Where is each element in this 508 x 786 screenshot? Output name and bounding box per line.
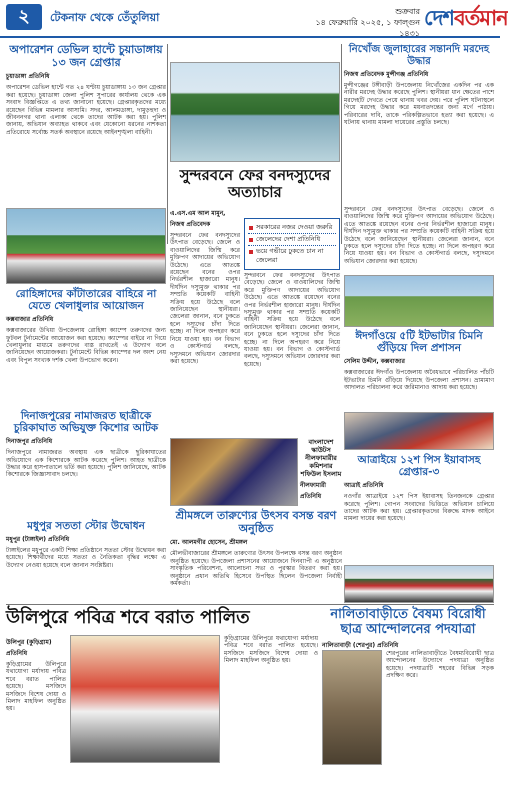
article-byline: উলিপুর (কুড়িগ্রাম) প্রতিনিধি [6,639,52,657]
article-headline: সুন্দরবনে ফের বনদস্যুদের অত্যাচার [179,166,331,202]
article-body: সুন্দরবনে ফের বনদস্যুদের উৎপাত বেড়েছে। জেলে ও বাওয়ালিদের জিম্মি করে মুক্তিপণ আদায়ের অভিযোগ উঠেছে। এতে আতঙ্কে রয়েছেন বনের ওপর নির্ভরশীল হাজারো মানুষ। দীর্ঘদিন দস্যুমুক্ত থাকার পর সম্প্রতি কয়েকটি বাহিনী সক্রিয় হয়ে উঠেছে বলে জানিয়েছেন স্থানীয়রা। জেলেরা জানান, বনে ঢুকতে হলে দস্যুদের চাঁদা দিতে হচ্ছে। না দিলে অপহরণ করে নিয়ে যাওয়া হয়। বন বিভাগ ও কোস্টগার্ড বলছে, দস্যুদমনে অভিযান জোরদার করা হয়েছে। [244,272,340,368]
article-byline: আত্রাই প্রতিনিধি [344,482,384,490]
article-body: দিনাজপুরে নামাজরত অবস্থায় এক ছাত্রীকে ছুরিকাঘাতের অভিযোগে এক কিশোরকে আটক করেছে পুলিশ। আহত ছাত্রীকে উদ্ধার করে হাসপাতালে ভর্তি করা হয়েছে। পুলিশ জানিয়েছে, আটক কিশোরকে জিজ্ঞাসাবাদ চলছে। [6,449,166,479]
section-rule [6,604,494,605]
rohingya-football-photo [6,208,166,284]
article-byline: এ.এস.এম আল মামুন, নিজস্ব প্রতিবেদক [170,210,226,228]
article-byline: মো. আলমগীর হোসেন, শ্রীমঙ্গল [170,539,248,547]
article-body: কক্সবাজারের ঈদগাঁও উপজেলায় অবৈধভাবে পরিচালিত পাঁচটি ইটভাটার চিমনি গুঁড়িয়ে দিয়েছে উপজেলা প্রশাসন। ভ্রাম্যমাণ আদালত পরিচালনা করে জরিমানাও আদায় করা হয়েছে। [344,369,494,391]
dateline [300,6,420,39]
march-photo [322,650,382,765]
article-byline: সেলিম উদ্দীন, কক্সবাজার [344,358,405,366]
article-body: কুড়িগ্রামের উলিপুরে যথাযোগ্য মর্যাদায় পবিত্র শবে বরাত পালিত হয়েছে। মসজিদে মসজিদে বিশেষ দোয়া ও মিলাদ মাহফিল অনুষ্ঠিত হয়। [6,661,66,713]
highlight-item: ভয়ে গভীরে ঢুকতে চান না জেলেরা [248,246,336,266]
weekday: শুক্রবার [395,7,420,16]
article-ulipur [6,608,318,629]
article-headline: বাংলাদেশ স্কাউটস নীলফামারীর কমিশনার শফিউল ইসলাম [300,438,342,478]
brand-first: দেশ [424,6,454,30]
article-madhupur [6,520,166,607]
article-body: নওগাঁর আত্রাইয়ে ১২শ পিস ইয়াবাসহ তিনজনকে গ্রেপ্তার করেছে পুলিশ। গোপন সংবাদের ভিত্তিতে অভিযান চালিয়ে তাদের আটক করা হয়। গ্রেপ্তারকৃতদের বিরুদ্ধে মাদক আইনে মামলা দায়ের করা হয়েছে। [344,493,494,523]
article-body: কুড়িগ্রামের উলিপুরে যথাযোগ্য মর্যাদায় পবিত্র শবে বরাত পালিত হয়েছে। মসজিদে মসজিদে বিশেষ দোয়া ও মিলাদ মাহফিল অনুষ্ঠিত হয়। [224,635,318,665]
article-eidgaon [344,330,494,417]
article-headline: রোহিঙ্গাদের কাঁটাতারের বাহিরে না যেতে খেলাধুলার আয়োজন [15,288,157,313]
article-sundarbans [170,167,340,202]
newspaper-logo [424,2,508,37]
article-headline: আত্রাইয়ে ১২শ পিস ইয়াবাসহ গ্রেপ্তার-৩ [357,454,481,479]
article-nalitabari [322,608,494,653]
article-headline: নিখোঁজ জুলাহারের সন্তানদি মরদেহ উদ্ধার [348,44,490,67]
brand-second: বর্তমান [453,6,508,30]
section-name: টেকনাফ থেকে তেঁতুলিয়া [50,11,160,24]
article-scouts [300,438,342,504]
article-headline: মধুপুর সততা স্টোর উদ্বোধন [27,520,145,532]
article-headline: ঈদগাঁওয়ে ৫টি ইটভাটার চিমনি গুঁড়িয়ে দিল প্রশাসন [355,330,483,355]
column-rule [341,44,342,244]
article-headline: দিনাজপুরের নামাজরত ছাত্রীকে চুরিকাঘাত অভিযুক্ত কিশোর আটক [13,410,159,435]
article-headline: নালিতাবাড়ীতে বৈষম্য বিরোধী ছাত্র আন্দোলনের পদযাত্রা [330,607,486,637]
festival-stage-photo [170,438,298,506]
sundarbans-photo [170,62,340,162]
highlight-item: সরকারের নজর দেওয়া জরুরি [248,222,336,234]
masthead [0,0,508,38]
rally-photo [344,565,494,603]
article-body: সুন্দরবনে ফের বনদস্যুদের উৎপাত বেড়েছে। জেলে ও বাওয়ালিদের জিম্মি করে মুক্তিপণ আদায়ের অভিযোগ উঠেছে। এতে আতঙ্কে রয়েছেন বনের ওপর নির্ভরশীল হাজারো মানুষ। দীর্ঘদিন দস্যুমুক্ত থাকার পর সম্প্রতি কয়েকটি বাহিনী সক্রিয় হয়ে উঠেছে বলে জানিয়েছেন স্থানীয়রা। জেলেরা জানান, বনে ঢুকতে হলে দস্যুদের চাঁদা দিতে হচ্ছে। না দিলে অপহরণ করে নিয়ে যাওয়া হয়। বন বিভাগ ও কোস্টগার্ড বলছে, দস্যুদমনে অভিযান জোরদার করা হয়েছে। [170,232,240,365]
highlight-item: জেলেদের দেশা প্রতিনিধি [248,234,336,246]
shab-e-barat-photo [70,635,220,763]
article-headline: অপারেশন ডেভিল হান্টে চুয়াডাঙ্গায় ১৩ জন গ্রেপ্তার [9,43,163,69]
article-body: মৌলভীবাজারের শ্রীমঙ্গলে তারুণ্যের উৎসব উপলক্ষে বসন্ত বরণ অনুষ্ঠান অনুষ্ঠিত হয়েছে। উপজেলা প্রশাসনের আয়োজনে দিনব্যাপী এ অনুষ্ঠানে সাংস্কৃতিক পরিবেশনা, আলোচনা সভা ও পুরস্কার বিতরণ করা হয়। অনুষ্ঠানে প্রধান অতিথি হিসেবে উপস্থিত ছিলেন উপজেলা নির্বাহী কর্মকর্তা। [170,550,342,587]
article-byline: নীলফামারী প্রতিনিধি [300,482,326,500]
article-byline: নালিতাবাড়ী (শেরপুর) প্রতিনিধি [322,641,399,649]
article-byline: দিনাজপুর প্রতিনিধি [6,438,53,446]
issue-date: ১৪ ফেব্রুয়ারি ২০২৫, ১ ফাল্গুন ১৪৩১ [315,18,420,38]
article-body: সুন্দরবনে ফের বনদস্যুদের উৎপাত বেড়েছে। জেলে ও বাওয়ালিদের জিম্মি করে মুক্তিপণ আদায়ের অভিযোগ উঠেছে। এতে আতঙ্কে রয়েছেন বনের ওপর নির্ভরশীল হাজারো মানুষ। দীর্ঘদিন দস্যুমুক্ত থাকার পর সম্প্রতি কয়েকটি বাহিনী সক্রিয় হয়ে উঠেছে বলে জানিয়েছেন স্থানীয়রা। জেলেরা জানান, বনে ঢুকতে হলে দস্যুদের চাঁদা দিতে হচ্ছে। না দিলে অপহরণ করে নিয়ে যাওয়া হয়। বন বিভাগ ও কোস্টগার্ড বলছে, দস্যুদমনে অভিযান জোরদার করা হয়েছে। [344,206,494,265]
article-body: কক্সবাজারের উখিয়া উপজেলায় রোহিঙ্গা ক্যাম্পে তরুণদের জন্য ফুটবল টুর্নামেন্টের আয়োজন করা হয়েছে। ক্যাম্পের বাইরে না গিয়ে খেলাধুলার মাধ্যমে তরুণদের ব্যস্ত রাখতেই এ উদ্যোগ বলে জানিয়েছেন আয়োজকরা। টুর্নামেন্টে বিভিন্ন ক্যাম্পের দল অংশ নেয় এবং বিপুল সংখ্যক দর্শক খেলা উপভোগ করেন। [6,327,166,364]
ice-seizure-photo [344,412,494,450]
article-byline: চুয়াডাঙ্গা প্রতিনিধি [6,73,50,81]
article-dinajpur [6,410,166,519]
column-rule [167,44,168,244]
article-byline: মধুপুর (টাঙ্গাইল) প্রতিনিধি [6,536,70,544]
article-byline: নিজস্ব প্রতিবেদক মুন্সীগঞ্জ প্রতিনিধি [344,71,429,78]
article-headline: উলিপুরে পবিত্র শবে বরাত পালিত [6,607,250,628]
article-body: অপারেশন ডেভিল হান্টে গত ২৪ ঘণ্টায় চুয়াডাঙ্গায় ১৩ জন গ্রেপ্তার করা হয়েছে। চুয়াডাঙ্গা জেলা পুলিশ সুপারের কার্যালয় থেকে এক সংবাদ বিজ্ঞপ্তিতে এ তথ্য জানানো হয়েছে। গ্রেপ্তারকৃতদের মধ্যে রয়েছেন বিভিন্ন মামলার আসামি। সদর, আলমডাঙ্গা, দামুড়হুদা ও জীবননগর থানা এলাকা থেকে তাদের আটক করা হয়। পুলিশ জানায়, অভিযান অব্যাহত থাকবে এবং যেকোনো ধরনের নাশকতা প্রতিরোধে সর্বোচ্চ সতর্ক অবস্থানে রয়েছে আইনশৃঙ্খলা বাহিনী। [6,84,166,136]
article-byline: কক্সবাজার প্রতিনিধি [6,316,54,324]
ulipur-col [6,635,66,786]
article-headline: শ্রীমঙ্গলে তারুণ্যের উৎসব বসন্ত বরণ অনুষ্ঠিত [175,509,337,535]
article-body: মুন্সীগঞ্জের টঙ্গীবাড়ী উপজেলায় নিখোঁজের একদিন পর এক নারীর মরদেহ উদ্ধার করেছে পুলিশ। স্থানীয়রা ধান ক্ষেতের পাশে মরদেহটি দেখতে পেয়ে থানায় খবর দেয়। পরে পুলিশ ঘটনাস্থলে গিয়ে মরদেহ উদ্ধার করে ময়নাতদন্তের জন্য মর্গে পাঠায়। পরিবারের দাবি, তাকে পরিকল্পিতভাবে হত্যা করা হয়েছে। এ ঘটনায় থানায় মামলা দায়েরের প্রস্তুতি চলছে। [344,82,494,127]
article-body: টাঙ্গাইলের মধুপুরে একটি শিক্ষা প্রতিষ্ঠানে সততা স্টোর উদ্বোধন করা হয়েছে। শিক্ষার্থীদের মধ্যে সততা ও নৈতিকতা বৃদ্ধির লক্ষ্যে এ উদ্যোগ নেওয়া হয়েছে বলে জানান সংশ্লিষ্টরা। [6,547,166,569]
sundarbans-col-1 [170,206,240,392]
page-number: ২ [6,4,42,30]
sundarbans-highlights [244,218,340,270]
article-body: শেরপুরের নালিতাবাড়ীতে বৈষম্যবিরোধী ছাত্র আন্দোলনের উদ্যোগে পদযাত্রা অনুষ্ঠিত হয়েছে। পদযাত্রাটি শহরের বিভিন্ন সড়ক প্রদক্ষিণ করে। [386,650,494,680]
brick-kiln-photo [344,275,494,327]
